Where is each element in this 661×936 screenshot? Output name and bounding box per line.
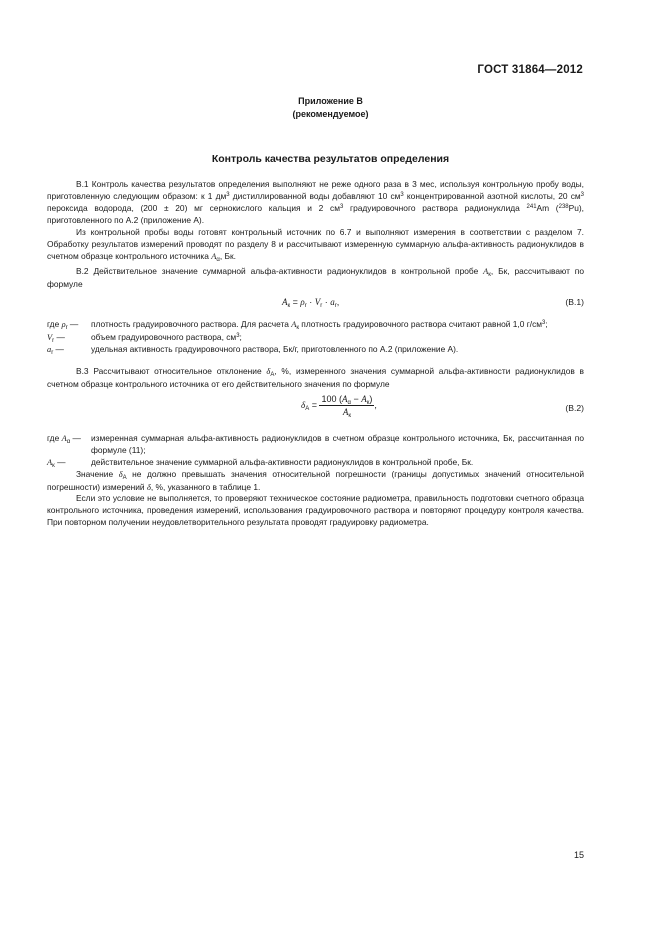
appendix-status: (рекомендуемое) [292,108,369,119]
document-header-standard: ГОСТ 31864—2012 [477,64,583,76]
legend-symbol: $A_к$ — [47,457,66,469]
section-title: Контроль качества результатов определения [211,153,450,165]
legend-row-measured-activity: где $A_\alpha$ — измеренная суммарная альфа-активность радионуклидов в счетном образце контрольного источника, Бк, рассчитанная по формуле (11); [47,433,584,455]
formula-b1: $A_к = \rho_r \cdot V_r \cdot a_r$, [282,297,340,309]
legend-row-activity: $a_r$ — удельная активность градуировочного раствора, Бк/г, приготовленного по А.2 (приложение А). [47,344,459,356]
formula-b2-fraction: $\frac{100 (A_\alpha - A_к)}{A_к}$ [321,394,373,419]
paragraph-b3: В.3 Рассчитывают относительное отклонение $\delta_A$, %, измеренного значения суммарной альфа-активности радионуклидов в счетном образце контрольного источника от его действительного значения по формуле [47,366,585,389]
legend-formula-b2 [47,432,584,468]
paragraph-b1: В.1 Контроль качества результатов определения выполняют не реже одного раза в 3 мес, используя контрольную пробу воды, приготовленную следующим образом: к 1 $дм^3$ дистиллированной воды добавляют 10 $см^3$ концентрированной азотной кислоты, 20 $см^3$ пероксида водорода, (200 ± 20) мг сернокислого кальция и 2 $см^3$ градуировочного раствора радионуклида $^{241}$Am ($^{238}$Pu), приготовленного по А.2 (приложение А). [47,179,584,225]
paragraph-b2: В.2 Действительное значение суммарной альфа-активности радионуклидов в контрольной пробе $A_к$, Бк, рассчитывают по формуле [47,266,584,289]
legend-symbol: где $A_\alpha$ — [47,433,81,445]
legend-symbol: $V_r$ — [47,332,65,344]
formula-b2-number: (В.2) [565,403,584,413]
legend-symbol: где $\rho_r$ — [47,319,79,331]
paragraph-deviation-limit: Значение $\delta_A$ не должно превышать значения относительной погрешности (границы допустимых значений относительной погрешности) измерений δ, %, указанного в таблице 1. [47,469,584,492]
page-number: 15 [573,850,584,860]
legend-row-volume: $V_r$ — объем градуировочного раствора, $см^3$; [47,332,242,344]
appendix-title: Приложение В [298,96,363,106]
appendix-heading [0,95,661,120]
legend-symbol: $a_r$ — [47,344,64,356]
paragraph-control-source: Из контрольной пробы воды готовят контрольный источник по 6.7 и выполняют измерения в соответствии с разделом 7. Обработку результатов измерений проводят по разделу 8 и рассчитывают измеренную суммарную альфа-активность радионуклидов в счетном образце контрольного источника $A_\alpha$, Бк. [47,227,584,263]
formula-b2: $\delta_A$ = $\frac{100 (A_\alpha - A_к)}{A_к}$ , [301,394,377,419]
legend-formula-b1 [47,318,584,355]
legend-row-actual-activity: $A_к$ — действительное значение суммарной альфа-активности радионуклидов в контрольной пробе, Бк. [47,457,474,469]
formula-b1-number: (В.1) [565,297,584,307]
legend-row-density: где $\rho_r$ — плотность градуировочного раствора. Для расчета $A_к$ плотность градуировочного раствора считают равной 1,0 $г/см^3$; [47,319,548,331]
paragraph-failure-action: Если это условие не выполняется, то проверяют техническое состояние радиометра, правильность подготовки счетного образца контрольного источника, проведения измерений, использования градуировочного раствора и повторяют процедуру контроля качества. При повторном получении неудовлетворительного результата проводят градуировку радиометра. [47,493,584,527]
